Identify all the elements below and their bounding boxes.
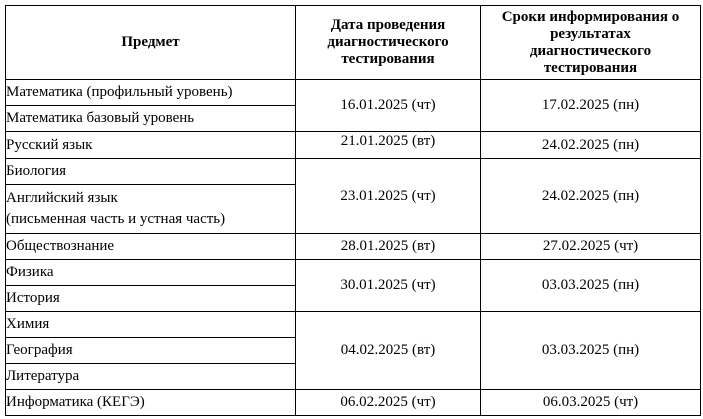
results-date-cell: 17.02.2025 (пн) [481, 80, 701, 132]
test-date-cell: 21.01.2025 (вт) [296, 132, 481, 159]
results-date-cell: 27.02.2025 (чт) [481, 234, 701, 260]
subject-cell: География [6, 338, 296, 364]
test-date-cell: 04.02.2025 (вт) [296, 312, 481, 390]
test-date-cell: 28.01.2025 (вт) [296, 234, 481, 260]
table-row [6, 80, 701, 106]
test-date-cell: 06.02.2025 (чт) [296, 390, 481, 416]
subject-cell: Математика базовый уровень [6, 106, 296, 132]
header-results-date: Сроки информирования о результатах диагностического тестирования [481, 6, 701, 80]
test-date-cell: 30.01.2025 (чт) [296, 260, 481, 312]
table-row [6, 132, 701, 159]
subject-cell: История [6, 286, 296, 312]
subject-cell: Физика [6, 260, 296, 286]
table-row [6, 390, 701, 416]
table-row [6, 234, 701, 260]
results-date-cell: 03.03.2025 (пн) [481, 312, 701, 390]
test-date-cell: 16.01.2025 (чт) [296, 80, 481, 132]
header-test-date: Дата проведения диагностического тестирования [296, 6, 481, 80]
subject-line: Английский язык [6, 190, 118, 206]
test-date-cell: 23.01.2025 (чт) [296, 159, 481, 234]
subject-cell: Русский язык [6, 132, 296, 159]
results-date-cell: 03.03.2025 (пн) [481, 260, 701, 312]
subject-cell-multiline [6, 185, 296, 234]
subject-cell: Биология [6, 159, 296, 185]
results-date-cell: 06.03.2025 (чт) [481, 390, 701, 416]
subject-cell: Химия [6, 312, 296, 338]
table-row [6, 260, 701, 286]
table-row [6, 312, 701, 338]
header-subject: Предмет [6, 6, 296, 80]
header-row [6, 6, 701, 80]
results-date-cell: 24.02.2025 (пн) [481, 132, 701, 159]
subject-cell: Математика (профильный уровень) [6, 80, 296, 106]
schedule-table [5, 5, 701, 416]
subject-line: (письменная часть и устная часть) [6, 211, 226, 227]
subject-cell: Литература [6, 364, 296, 390]
subject-cell: Обществознание [6, 234, 296, 260]
results-date-cell: 24.02.2025 (пн) [481, 159, 701, 234]
subject-cell: Информатика (КЕГЭ) [6, 390, 296, 416]
table-row [6, 159, 701, 185]
